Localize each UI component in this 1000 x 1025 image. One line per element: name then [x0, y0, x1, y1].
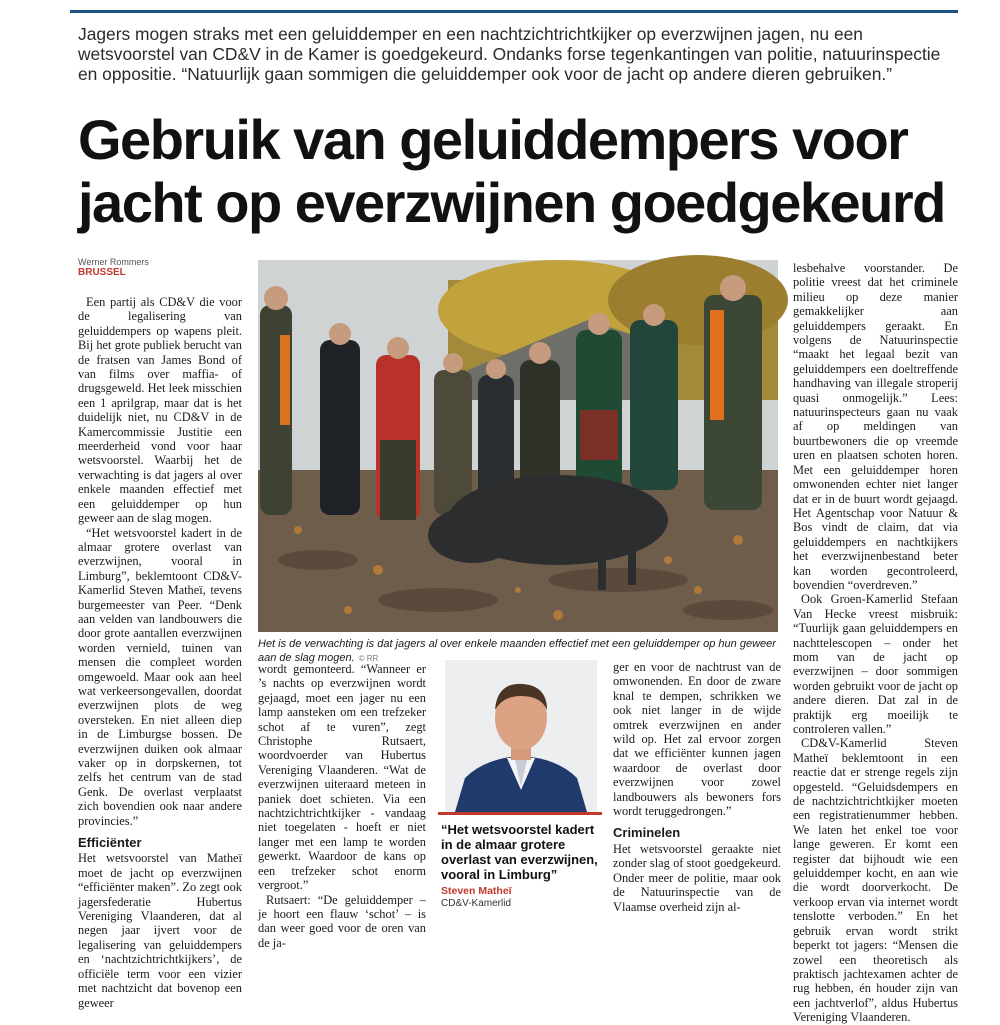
paragraph: Het wetsvoorstel geraakte niet zonder slag of stoot goedgekeurd. Onder meer de politie, maar ook de Natuurinspectie van de Vlaamse overheid zijn al-	[613, 841, 781, 914]
paragraph: “Het wetsvoorstel kadert in de almaar grotere overlast van everzwijnen, vooral in Limburg”, beklemtoont CD&V-Kamerlid Steven Matheï, tevens burgemeester van Peer. “Denk aan velden van landbouwers die door grote aantallen everzwijnen worden vernield, tuinen van mensen die compleet worden omgewoeld. Maar ook aan heel wat verkeersongevallen, doordat everzwijnen plots de weg oversteken. En niet alleen diep in de Limburgse bossen. De everzwijnen duiken ook almaar vaker op in dorpskernen, tot zelfs het centrum van de stad Genk. De overlast verplaatst zich bovendien ook naar andere provincies.”	[78, 525, 242, 828]
article-column-2	[258, 662, 426, 950]
hunters-boar-photo	[258, 260, 778, 632]
paragraph: wordt gemonteerd. “Wanneer er ’s nachts op everzwijnen wordt gejaagd, moet een jager nu een lamp aansteken om een trefzeker schot af te vuren”, zegt Christophe Rutsaert, woordvoerder van Hubertus Vereniging Vlaanderen. “Wat de everzwijnen uiteraard meteen in paniek doet schieten. Via een nachtzichtrichtkijker - vandaag niet toegelaten - hoeft er niet langer met een lamp te worden gewerkt. Waardoor de kans op een trefzeker schot enorm vergroot.”	[258, 662, 426, 893]
article-intro: Jagers mogen straks met een geluiddemper en een nachtzichtrichtkijker op everzwijnen jagen, nu een wetsvoorstel van CD&V in de Kamer is goedgekeurd. Ondanks forse tegenkantingen van politie, natuurinspectie en oppositie. “Natuurlijk gaan sommigen die geluiddemper ook voor de jacht op andere dieren gebruiken.”	[78, 24, 941, 84]
pull-quote: “Het wetsvoorstel kadert in de almaar grotere overlast van everzwijnen, vooral in Limburg”	[441, 822, 598, 882]
pull-quote-name: Steven Matheï	[441, 885, 512, 897]
quote-rule	[438, 812, 602, 815]
article-column-1	[78, 295, 242, 1010]
photo-credit: © RR	[358, 654, 379, 663]
paragraph: Rutsaert: “De geluiddemper – je hoort een flauw ‘schot’ – is dan weer goed voor de oren van de ja-	[258, 892, 426, 950]
subheading-criminelen: Criminelen	[613, 825, 681, 841]
paragraph: lesbehalve voorstander. De politie vreest dat het criminele milieu op deze manier gemakkelijker aan geluiddempers geraakt. En volgens de Natuurinspectie “maakt het legaal bezit van geluiddempers een doeltreffende handhaving van illegale stroperij quasi onmogelijk.” Lees: natuurinspecteurs gaan nu vaak af op meldingen van buurtbewoners die op vreemde uren en plaatsen schoten horen. Met een geluiddemper horen omwonenden echter niet langer dat er in de buurt wordt gejaagd. Het Agentschap voor Natuur & Bos vindt de claim, dat via geluiddempers en nachtkijkers het everzwijnenbestand beter kan worden gecontroleerd, bovendien “overdreven.”	[793, 261, 958, 592]
top-rule	[70, 10, 958, 13]
pull-quote-role: CD&V-Kamerlid	[441, 898, 512, 909]
article-column-4	[613, 660, 781, 914]
portrait-illustration	[445, 660, 597, 812]
byline-author: Werner Rommers	[78, 257, 149, 267]
paragraph: Een partij als CD&V die voor de legalisering van geluiddempers op wapens pleit. Bij het grote publiek berucht van de fratsen van James Bond of van films over maffia- of drugsgeweld. Het leek misschien een 1 aprilgrap, maar dat is het duidelijk niet, nu CD&V in de Kamercommissie Justitie een meerderheid vond voor haar wetsvoorstel. Waarbij het de verwachting is dat jagers al over enkele maanden effectief met een geluiddemper op hun geweer aan de slag mogen.	[78, 295, 242, 526]
paragraph: Het wetsvoorstel van Matheï moet de jacht op everzwijnen “efficiënter maken”. Zo zegt ook jagersfederatie Hubertus Vereniging Vlaanderen, dat al negen jaar ijvert voor de legalisering van geluiddempers en ‘nachtzichtrichtkijkers’, de officiële term voor een vizier met nachtzicht dat bovenop een geweer	[78, 851, 242, 1010]
caption-text: Het is de verwachting is dat jagers al over enkele maanden effectief met een geluiddemper op hun geweer aan de slag mogen.	[258, 638, 776, 664]
paragraph: ger en voor de nachtrust van de omwonenden. En door de zware knal te dempen, schrikken we ook niet langer in de wijde omtrek everzwijnen en ander wild op. Het zal ervoor zorgen dat we efficiënter kunnen jagen waardoor de overlast door everzwijnen voor zowel landbouwers als bewoners fors wordt teruggedrongen.”	[613, 660, 781, 819]
article-headline: Gebruik van geluiddempers voor jacht op everzwijnen goedgekeurd	[78, 108, 945, 234]
subheading-efficienter: Efficiënter	[78, 835, 142, 851]
hunters-boar-illustration	[258, 260, 778, 632]
article-column-5	[793, 261, 958, 1025]
paragraph: CD&V-Kamerlid Steven Matheï beklemtoont in een reactie dat er strenge regels zijn opgesteld. “Geluidsdempers en de nachtzichtrichtkijker moeten een registratienummer hebben. We laten het enkel toe voor lange geweren. Er komt een register dat bijhoudt wie een geluiddemper kocht, en aan wie die wordt doorverkocht. De verkoop ervan via internet wordt tenslotte verboden.” En het gebruik ervan wordt strikt beperkt tot jagers: “Mensen die zowel een theoretisch als praktisch jachtexamen achter de rug hebben, én houder zijn van een jachtverlof”, aldus Hubertus Vereniging Vlaanderen.	[793, 736, 958, 1025]
byline-dateline: BRUSSEL	[78, 267, 126, 278]
portrait-steven-mathei	[445, 660, 597, 812]
paragraph: Ook Groen-Kamerlid Stefaan Van Hecke vreest misbruik: “Tuurlijk gaan geluiddempers en nachttelescopen – onder het mom van de jacht op everzwijnen – door sommigen worden gebruikt voor de jacht op andere dieren. Dat zal in de praktijk erg moeilijk te controleren vallen.”	[793, 592, 958, 736]
